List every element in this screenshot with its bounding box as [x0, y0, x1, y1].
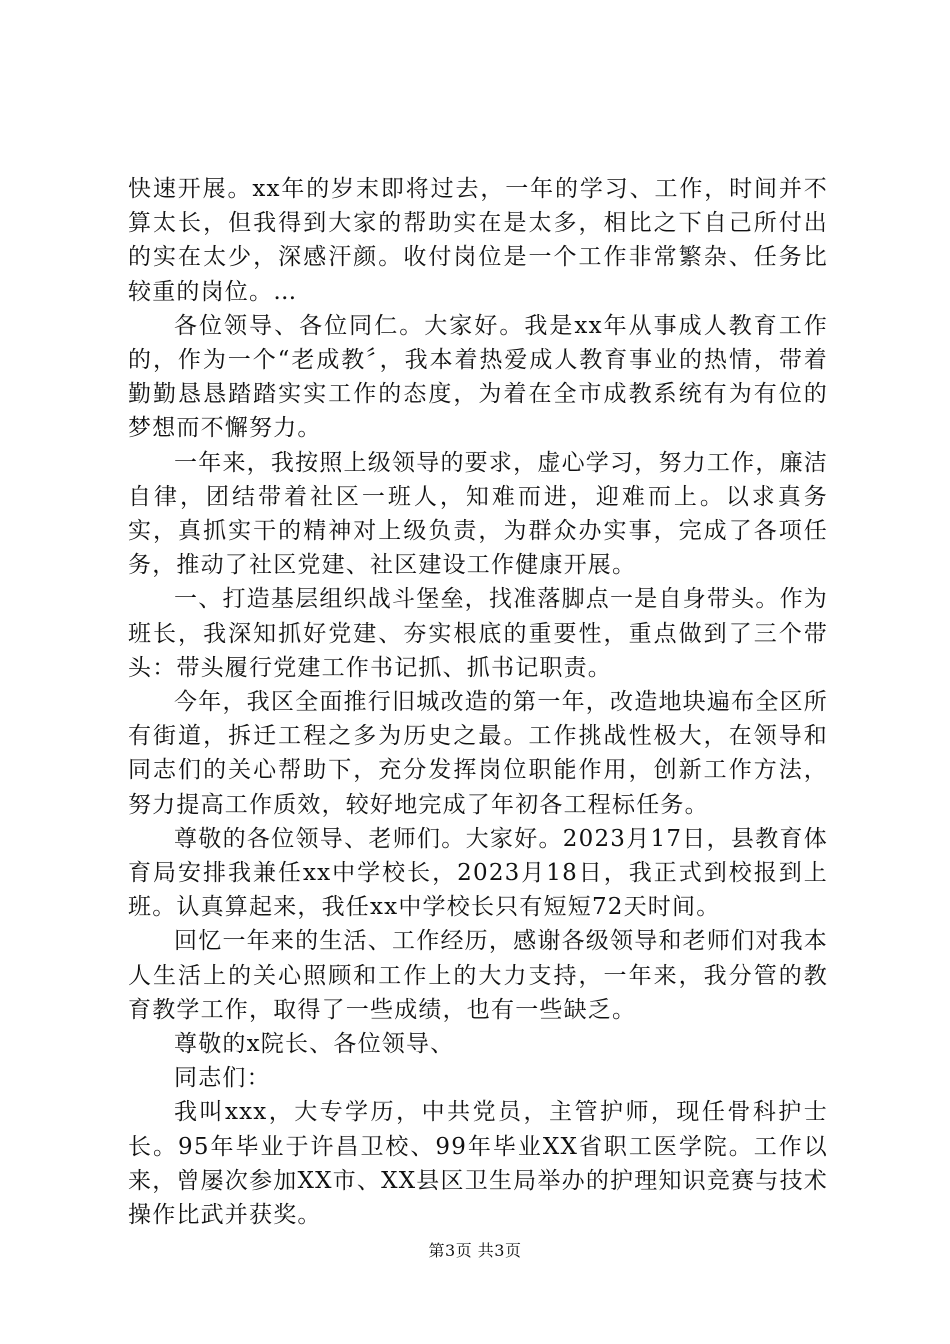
- paragraph-city-renovation: 今年，我区全面推行旧城改造的第一年，改造地块遍布全区所有街道，拆迁工程之多为历史之最。工作挑战性极大，在领导和同志们的关心帮助下，充分发挥岗位职能作用，创新工作方法，努力提高工作质效，较好地完成了年初各工程标任务。: [128, 689, 828, 818]
- page-number-footer: 第3页 共3页: [428, 1241, 522, 1260]
- paragraph-continuation: 快速开展。xx年的岁末即将过去，一年的学习、工作，时间并不算太长，但我得到大家的帮助实在是太多，相比之下自己所付出的实在太少，深感汗颜。收付岗位是一个工作非常繁杂、任务比较重的岗位。…: [128, 176, 828, 305]
- paragraph-salutation: 尊敬的x院长、各位领导、: [174, 1031, 455, 1058]
- paragraph-self-introduction: 我叫xxx，大专学历，中共党员，主管护师，现任骨科护士长。95年毕业于许昌卫校、99年毕业XX省职工医学院。工作以来，曾屡次参加XX市、XX县区卫生局举办的护理知识竞赛与技术操作比武并获奖。: [128, 1099, 828, 1229]
- document-body: [128, 172, 828, 1232]
- paragraph-community-work: 一年来，我按照上级领导的要求，虚心学习，努力工作，廉洁自律，团结带着社区一班人，知难而进，迎难而上。以求真务实，真抓实干的精神对上级负责，为群众办实事，完成了各项任务，推动了社区党建、社区建设工作健康开展。: [128, 449, 828, 579]
- paragraph-school-principal: 尊敬的各位领导、老师们。大家好。2023月17日，县教育体育局安排我兼任xx中学校长，2023月18日，我正式到校报到上班。认真算起来，我任xx中学校长只有短短72天时间。: [128, 825, 828, 921]
- paragraph-year-review: 回忆一年来的生活、工作经历，感谢各级领导和老师们对我本人生活上的关心照顾和工作上的大力支持，一年来，我分管的教育教学工作，取得了一些成绩，也有一些缺乏。: [128, 928, 828, 1023]
- paragraph-adult-education: 各位领导、各位同仁。大家好。我是xx年从事成人教育工作的，作为一个“老成教〞，我本着热爱成人教育事业的热情，带着勤勤恳恳踏踏实实工作的态度，为着在全市成教系统有为有位的梦想而不懈努力。: [128, 312, 828, 442]
- paragraph-salutation-comrades: 同志们：: [174, 1065, 271, 1092]
- paragraph-party-building: 一、打造基层组织战斗堡垒，找准落脚点一是自身带头。作为班长，我深知抓好党建、夯实根底的重要性，重点做到了三个带头：带头履行党建工作书记抓、抓书记职责。: [128, 586, 828, 681]
